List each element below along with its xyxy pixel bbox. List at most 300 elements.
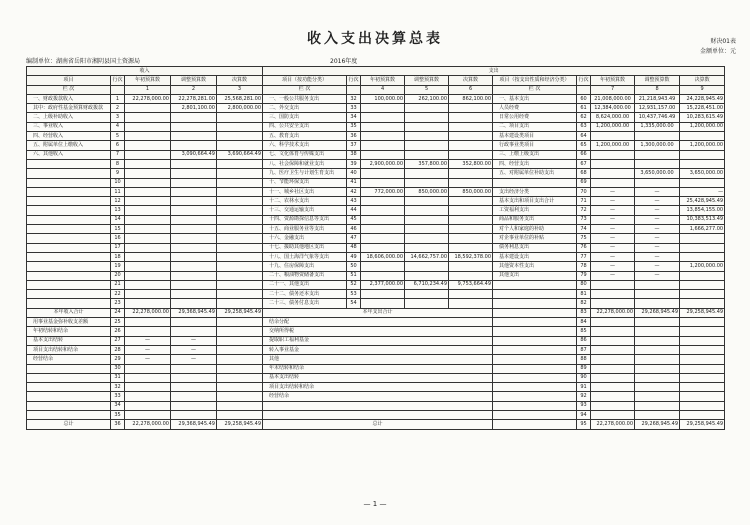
adjusted-value: — bbox=[635, 197, 680, 206]
empty-cell bbox=[635, 355, 680, 364]
row-number: 14 bbox=[111, 215, 125, 224]
budget-value bbox=[361, 206, 405, 215]
income-item-label bbox=[27, 243, 111, 252]
row-number: 85 bbox=[577, 327, 591, 336]
row-number: 1 bbox=[111, 94, 125, 103]
budget-value bbox=[125, 187, 171, 196]
expense-econ-label: 对企事业单位的补贴 bbox=[493, 234, 577, 243]
expense-header: 支出 bbox=[263, 67, 725, 76]
currency-unit: 金额单位：元 bbox=[699, 48, 736, 55]
expense-econ-label bbox=[493, 290, 577, 299]
income-total-row bbox=[27, 308, 725, 317]
adjusted-value bbox=[171, 401, 217, 410]
adjusted-value bbox=[635, 150, 680, 159]
adjusted-value bbox=[171, 169, 217, 178]
row-number: 60 bbox=[577, 94, 591, 103]
expense-func-label: 十六、金融支出 bbox=[263, 234, 347, 243]
row-number: 82 bbox=[577, 299, 591, 308]
expense-item-label: 经营结余 bbox=[263, 392, 493, 401]
row-number: 23 bbox=[111, 299, 125, 308]
expense-econ-label: 对个人和家庭的补助 bbox=[493, 225, 577, 234]
budget-value: — bbox=[591, 243, 635, 252]
row-number: 88 bbox=[577, 355, 591, 364]
col-adjusted: 调整预算数 bbox=[405, 76, 449, 85]
table-row bbox=[27, 197, 725, 206]
budget-value: 772,000.00 bbox=[361, 187, 405, 196]
expense-econ-label: 基本建设支出 bbox=[493, 252, 577, 261]
row-number: 25 bbox=[111, 318, 125, 327]
income-item-label bbox=[27, 234, 111, 243]
final-value bbox=[680, 299, 725, 308]
income-item-label: 用事业基金弥补收支差额 bbox=[27, 318, 111, 327]
adjusted-value bbox=[405, 113, 449, 122]
final-value bbox=[449, 290, 493, 299]
final-value bbox=[217, 327, 263, 336]
budget-value: — bbox=[591, 206, 635, 215]
row-number: 74 bbox=[577, 225, 591, 234]
budget-value bbox=[125, 150, 171, 159]
final-value: 1,200,000.00 bbox=[680, 262, 725, 271]
final-value bbox=[217, 336, 263, 345]
col-index: 6 bbox=[449, 85, 493, 94]
row-number: 93 bbox=[577, 401, 591, 410]
adjusted-value bbox=[405, 215, 449, 224]
expense-econ-label: 基本支出和项目支出合计 bbox=[493, 197, 577, 206]
final-value bbox=[217, 383, 263, 392]
col-final: 决算数 bbox=[680, 76, 725, 85]
expense-func-label: 九、医疗卫生与计划生育支出 bbox=[263, 169, 347, 178]
budget-value bbox=[361, 225, 405, 234]
expense-econ-label: 一、基本支出 bbox=[493, 94, 577, 103]
empty-cell bbox=[680, 364, 725, 373]
empty-cell bbox=[493, 308, 577, 317]
row-number: 15 bbox=[111, 225, 125, 234]
income-item-label bbox=[27, 392, 111, 401]
empty-cell bbox=[635, 336, 680, 345]
final-value bbox=[217, 280, 263, 289]
adjusted-value bbox=[405, 234, 449, 243]
expense-func-label: 十二、农林水支出 bbox=[263, 197, 347, 206]
income-item-label bbox=[27, 299, 111, 308]
main-rows bbox=[27, 94, 725, 308]
table-row bbox=[27, 299, 725, 308]
table-row bbox=[27, 271, 725, 280]
budget-value: — bbox=[125, 336, 171, 345]
header-row-index bbox=[27, 85, 725, 94]
col-index: 7 bbox=[591, 85, 635, 94]
final-value bbox=[217, 197, 263, 206]
row-number: 54 bbox=[347, 299, 361, 308]
row-number: 26 bbox=[111, 327, 125, 336]
income-item-label: 一、财政拨款收入 bbox=[27, 94, 111, 103]
expense-econ-label: 二、项目支出 bbox=[493, 122, 577, 131]
expense-item-label: 结余分配 bbox=[263, 318, 493, 327]
income-item-label bbox=[27, 262, 111, 271]
final-value: 13,854,155.00 bbox=[680, 206, 725, 215]
row-number: 37 bbox=[347, 141, 361, 150]
expense-func-label: 二十一、其他支出 bbox=[263, 280, 347, 289]
col-index: 3 bbox=[217, 85, 263, 94]
adjusted-value bbox=[405, 178, 449, 187]
final-value: 1,200,000.00 bbox=[680, 122, 725, 131]
adjusted-value bbox=[171, 159, 217, 168]
final-value bbox=[217, 262, 263, 271]
final-value bbox=[217, 187, 263, 196]
budget-value bbox=[361, 197, 405, 206]
table-container bbox=[26, 66, 724, 489]
final-value bbox=[217, 318, 263, 327]
income-item-label bbox=[27, 206, 111, 215]
final-value: 18,592,378.00 bbox=[449, 252, 493, 261]
col-item: 项目 bbox=[27, 76, 111, 85]
budget-value bbox=[125, 206, 171, 215]
expense-econ-label: 债务利息支出 bbox=[493, 243, 577, 252]
table-row bbox=[27, 122, 725, 131]
adjusted-value bbox=[635, 132, 680, 141]
expense-econ-label: 支出经济分类 bbox=[493, 187, 577, 196]
empty-cell bbox=[493, 336, 577, 345]
empty-cell bbox=[680, 410, 725, 419]
row-number: 39 bbox=[347, 159, 361, 168]
adjusted-value bbox=[171, 206, 217, 215]
row-number: 92 bbox=[577, 392, 591, 401]
budget-value bbox=[125, 401, 171, 410]
income-item-label bbox=[27, 159, 111, 168]
grand-total-label: 总计 bbox=[27, 420, 111, 429]
final-value bbox=[217, 169, 263, 178]
row-number: 53 bbox=[347, 290, 361, 299]
expense-econ-label: 日常公用经费 bbox=[493, 113, 577, 122]
final-value bbox=[217, 364, 263, 373]
row-number: 38 bbox=[347, 150, 361, 159]
expense-item-label: 其他 bbox=[263, 355, 493, 364]
row-number: 77 bbox=[577, 252, 591, 261]
empty-cell bbox=[635, 392, 680, 401]
table-row bbox=[27, 169, 725, 178]
final-value bbox=[217, 132, 263, 141]
adjusted-value bbox=[171, 373, 217, 382]
adjusted-value bbox=[405, 104, 449, 113]
final-value bbox=[217, 215, 263, 224]
adjusted-value bbox=[635, 159, 680, 168]
adjusted-value bbox=[635, 280, 680, 289]
adjusted-value: — bbox=[635, 215, 680, 224]
adjusted-value: — bbox=[635, 225, 680, 234]
budget-value bbox=[361, 299, 405, 308]
expense-func-label: 十四、资源勘探信息等支出 bbox=[263, 215, 347, 224]
empty-cell bbox=[680, 336, 725, 345]
budget-value: — bbox=[125, 355, 171, 364]
col-index-blank bbox=[577, 85, 591, 94]
empty-cell bbox=[591, 336, 635, 345]
budget-value: 22,278,000.00 bbox=[125, 308, 171, 317]
income-item-label bbox=[27, 197, 111, 206]
adjusted-value bbox=[171, 132, 217, 141]
row-number: 17 bbox=[111, 243, 125, 252]
budget-value bbox=[361, 150, 405, 159]
grand-total-row bbox=[27, 420, 725, 429]
lower-rows bbox=[27, 318, 725, 420]
expense-func-label: 二、外交支出 bbox=[263, 104, 347, 113]
final-value bbox=[217, 225, 263, 234]
row-number: 30 bbox=[111, 364, 125, 373]
budget-value: 18,606,000.00 bbox=[361, 252, 405, 261]
row-number: 28 bbox=[111, 345, 125, 354]
final-value bbox=[217, 141, 263, 150]
budget-value bbox=[125, 225, 171, 234]
income-item-label bbox=[27, 187, 111, 196]
col-index-blank bbox=[347, 85, 361, 94]
expense-func-label: 三、国防支出 bbox=[263, 113, 347, 122]
row-number: 48 bbox=[347, 243, 361, 252]
totals-rows bbox=[27, 308, 725, 317]
adjusted-value bbox=[171, 327, 217, 336]
budget-value bbox=[361, 178, 405, 187]
empty-cell bbox=[635, 318, 680, 327]
table-row bbox=[27, 392, 725, 401]
row-number: 67 bbox=[577, 159, 591, 168]
adjusted-value bbox=[171, 271, 217, 280]
empty-cell bbox=[591, 327, 635, 336]
final-value bbox=[449, 262, 493, 271]
row-number: 5 bbox=[111, 132, 125, 141]
table-row bbox=[27, 252, 725, 261]
table-row bbox=[27, 345, 725, 354]
empty-cell bbox=[591, 401, 635, 410]
col-budget: 年初预算数 bbox=[125, 76, 171, 85]
budget-value: — bbox=[591, 271, 635, 280]
col-index: 1 bbox=[125, 85, 171, 94]
expense-econ-label: 工资福利支出 bbox=[493, 206, 577, 215]
table-row bbox=[27, 327, 725, 336]
final-value bbox=[217, 401, 263, 410]
final-value bbox=[449, 206, 493, 215]
budget-value: 12,384,000.00 bbox=[591, 104, 635, 113]
row-number: 36 bbox=[347, 132, 361, 141]
row-number: 22 bbox=[111, 290, 125, 299]
col-label: 栏 次 bbox=[27, 85, 111, 94]
row-number: 24 bbox=[111, 308, 125, 317]
final-value bbox=[217, 122, 263, 131]
budget-value bbox=[361, 122, 405, 131]
budget-value: — bbox=[591, 225, 635, 234]
row-number: 89 bbox=[577, 364, 591, 373]
col-adjusted: 调整预算数 bbox=[635, 76, 680, 85]
budget-value bbox=[125, 299, 171, 308]
row-number: 79 bbox=[577, 271, 591, 280]
income-item-label bbox=[27, 252, 111, 261]
row-number: 18 bbox=[111, 252, 125, 261]
expense-year-total-label: 本年支出合计 bbox=[263, 308, 493, 317]
empty-cell bbox=[635, 401, 680, 410]
table-row bbox=[27, 243, 725, 252]
adjusted-value bbox=[171, 318, 217, 327]
table-row bbox=[27, 215, 725, 224]
budget-value: 1,200,000.00 bbox=[591, 122, 635, 131]
adjusted-value: 357,800.00 bbox=[405, 159, 449, 168]
budget-value bbox=[125, 252, 171, 261]
empty-cell bbox=[493, 355, 577, 364]
income-item-label: 基本支出结转 bbox=[27, 336, 111, 345]
adjusted-value bbox=[405, 197, 449, 206]
final-value bbox=[217, 410, 263, 419]
adjusted-value bbox=[171, 234, 217, 243]
table-row bbox=[27, 401, 725, 410]
row-number: 50 bbox=[347, 262, 361, 271]
row-number: 2 bbox=[111, 104, 125, 113]
adjusted-value bbox=[171, 280, 217, 289]
income-header: 收入 bbox=[27, 67, 263, 76]
budget-value: — bbox=[591, 215, 635, 224]
adjusted-value: 3,650,000.00 bbox=[635, 169, 680, 178]
adjusted-value bbox=[171, 215, 217, 224]
col-adjusted: 调整预算数 bbox=[171, 76, 217, 85]
final-value bbox=[449, 225, 493, 234]
row-number: 13 bbox=[111, 206, 125, 215]
budget-value bbox=[125, 290, 171, 299]
col-index-blank bbox=[111, 85, 125, 94]
budget-value bbox=[361, 290, 405, 299]
adjusted-value: 29,268,945.49 bbox=[635, 420, 680, 429]
budget-value bbox=[591, 290, 635, 299]
expense-func-label: 二十二、债务还本支出 bbox=[263, 290, 347, 299]
empty-cell bbox=[591, 373, 635, 382]
adjusted-value bbox=[171, 383, 217, 392]
adjusted-value bbox=[171, 290, 217, 299]
adjusted-value: 21,218,943.49 bbox=[635, 94, 680, 103]
income-item-label: 五、附属单位上缴收入 bbox=[27, 141, 111, 150]
final-value bbox=[217, 159, 263, 168]
row-number: 8 bbox=[111, 159, 125, 168]
adjusted-value: 29,368,945.49 bbox=[171, 420, 217, 429]
empty-cell bbox=[591, 392, 635, 401]
row-number: 9 bbox=[111, 169, 125, 178]
adjusted-value: — bbox=[171, 336, 217, 345]
final-value bbox=[680, 234, 725, 243]
row-number: 7 bbox=[111, 150, 125, 159]
empty-cell bbox=[493, 410, 577, 419]
row-number: 69 bbox=[577, 178, 591, 187]
adjusted-value bbox=[405, 122, 449, 131]
income-item-label bbox=[27, 225, 111, 234]
empty-cell bbox=[591, 318, 635, 327]
adjusted-value: — bbox=[635, 262, 680, 271]
table-row bbox=[27, 373, 725, 382]
row-number: 36 bbox=[111, 420, 125, 429]
final-value: 2,800,000.00 bbox=[217, 104, 263, 113]
budget-value: 22,278,000.00 bbox=[591, 420, 635, 429]
budget-value bbox=[125, 392, 171, 401]
income-item-label: 项目支出结转和结余 bbox=[27, 345, 111, 354]
adjusted-value bbox=[635, 178, 680, 187]
income-item-label bbox=[27, 383, 111, 392]
row-number: 32 bbox=[347, 94, 361, 103]
budget-value: — bbox=[591, 252, 635, 261]
empty-cell bbox=[493, 345, 577, 354]
empty-cell bbox=[493, 318, 577, 327]
final-value bbox=[449, 122, 493, 131]
table-row bbox=[27, 104, 725, 113]
income-item-label bbox=[27, 401, 111, 410]
final-value: 3,650,000.00 bbox=[680, 169, 725, 178]
expense-econ-label: 其他支出 bbox=[493, 271, 577, 280]
table-row bbox=[27, 178, 725, 187]
row-number: 3 bbox=[111, 113, 125, 122]
adjusted-value: — bbox=[171, 355, 217, 364]
expense-econ-label: 五、对附属单位补助支出 bbox=[493, 169, 577, 178]
adjusted-value bbox=[405, 150, 449, 159]
expense-econ-label bbox=[493, 299, 577, 308]
empty-cell bbox=[493, 327, 577, 336]
row-number: 35 bbox=[111, 410, 125, 419]
col-label: 栏 次 bbox=[493, 85, 577, 94]
budget-value: — bbox=[591, 262, 635, 271]
table-row bbox=[27, 187, 725, 196]
adjusted-value bbox=[405, 206, 449, 215]
empty-cell bbox=[680, 318, 725, 327]
adjusted-value bbox=[171, 197, 217, 206]
final-value bbox=[449, 113, 493, 122]
row-number: 21 bbox=[111, 280, 125, 289]
final-value bbox=[217, 271, 263, 280]
final-value: 29,258,945.49 bbox=[217, 420, 263, 429]
expense-func-label: 二十、粮油物资储备支出 bbox=[263, 271, 347, 280]
row-number: 16 bbox=[111, 234, 125, 243]
adjusted-value: 2,801,100.00 bbox=[171, 104, 217, 113]
final-value bbox=[680, 159, 725, 168]
adjusted-value: 14,662,757.00 bbox=[405, 252, 449, 261]
row-number: 65 bbox=[577, 141, 591, 150]
row-number: 33 bbox=[111, 392, 125, 401]
table-row bbox=[27, 113, 725, 122]
empty-cell bbox=[493, 364, 577, 373]
table-row bbox=[27, 318, 725, 327]
row-number: 32 bbox=[111, 383, 125, 392]
empty-cell bbox=[680, 327, 725, 336]
income-item-label bbox=[27, 290, 111, 299]
expense-item-label: 项目支出结转和结余 bbox=[263, 383, 493, 392]
expense-econ-label: 人员经费 bbox=[493, 104, 577, 113]
budget-value bbox=[125, 215, 171, 224]
final-value bbox=[449, 150, 493, 159]
budget-value bbox=[125, 141, 171, 150]
expense-func-label: 六、科学技术支出 bbox=[263, 141, 347, 150]
row-number: 10 bbox=[111, 178, 125, 187]
expense-econ-label: 行政事业类项目 bbox=[493, 141, 577, 150]
final-value: 1,200,000.00 bbox=[680, 141, 725, 150]
adjusted-value: 22,278,281.00 bbox=[171, 94, 217, 103]
table-row bbox=[27, 290, 725, 299]
row-number: 83 bbox=[577, 308, 591, 317]
adjusted-value: — bbox=[635, 252, 680, 261]
adjusted-value bbox=[171, 364, 217, 373]
final-value bbox=[680, 280, 725, 289]
empty-cell bbox=[635, 345, 680, 354]
expense-econ-label: 其他资本性支出 bbox=[493, 262, 577, 271]
expense-func-label: 十七、援助其他地区支出 bbox=[263, 243, 347, 252]
final-value bbox=[680, 252, 725, 261]
row-number: 41 bbox=[347, 178, 361, 187]
budget-value bbox=[361, 141, 405, 150]
budget-value bbox=[361, 234, 405, 243]
table-row bbox=[27, 150, 725, 159]
adjusted-value: — bbox=[635, 234, 680, 243]
final-value bbox=[449, 141, 493, 150]
empty-cell bbox=[591, 355, 635, 364]
row-number: 64 bbox=[577, 132, 591, 141]
empty-cell bbox=[680, 401, 725, 410]
adjusted-value bbox=[171, 410, 217, 419]
